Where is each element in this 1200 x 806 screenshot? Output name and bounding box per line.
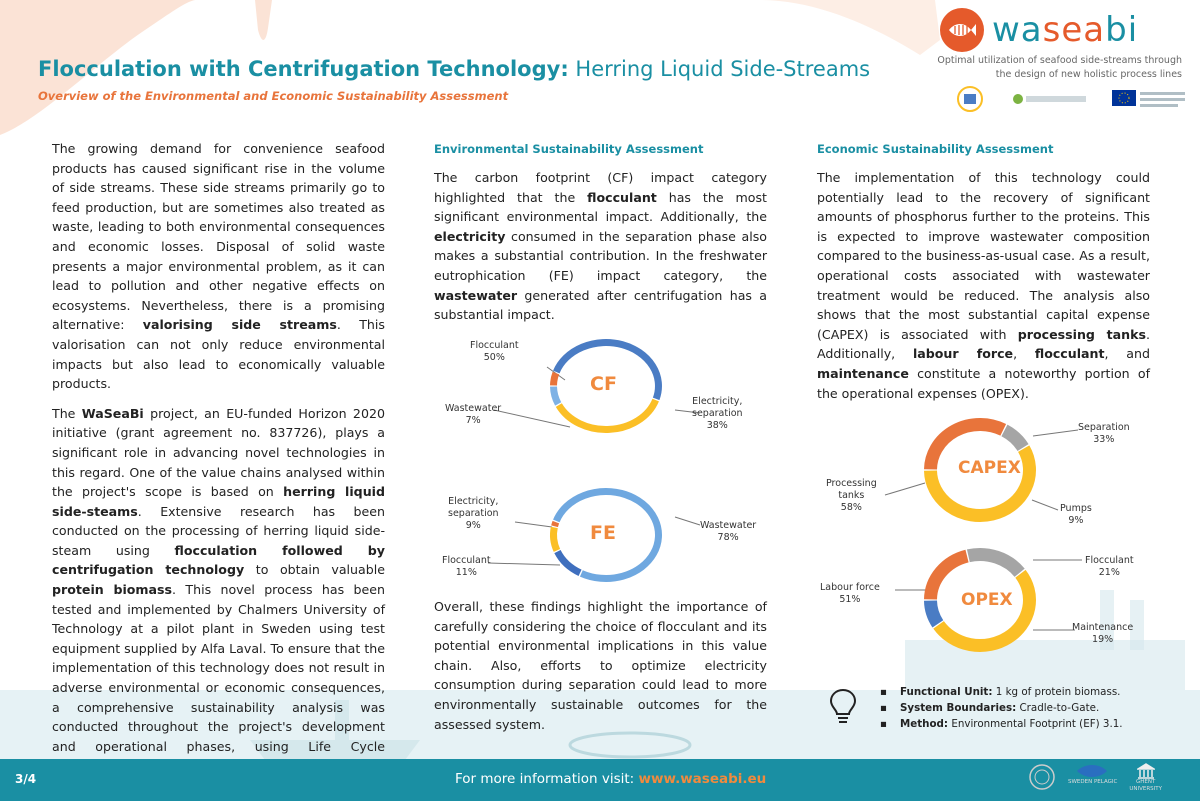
university-text: UNIVERSITY (1129, 786, 1163, 792)
text-run: . Additionally, (817, 326, 1150, 362)
website-link[interactable]: www.waseabi.eu (638, 771, 767, 787)
item-value: Environmental Footprint (EF) 3.1. (948, 718, 1123, 730)
text-run: . Extensive research has been conducted on the processing of herring liquid side-steam using (52, 503, 385, 558)
cf-label-flocculant (470, 340, 519, 364)
logo-wa: wa (992, 10, 1043, 50)
opex-label-labour (820, 582, 880, 606)
label-text-2: separation (448, 508, 499, 519)
cf-slice-electricity-separation (559, 400, 656, 429)
bullet-icon: ▪ (880, 718, 887, 730)
env-heading: Environmental Sustainability Assessment (434, 142, 704, 156)
cf-center-label: CF (590, 373, 617, 395)
label-value: 58% (840, 502, 862, 513)
label-text: Processing (826, 478, 877, 489)
text-run: to obtain valuable (244, 562, 385, 578)
label-text: Flocculant (470, 340, 519, 351)
capex-label-separation (1078, 422, 1130, 446)
text-run: The growing demand for convenience seafood products has caused significant rise in the volume of side streams. These side streams primarily go to feed production, but are sometimes also treated as waste, leading to both environmental consequences and economic losses. Disposal of solid waste presents a major environmental problem, as it can lead to pollution and other negative effects on ecosystems. Nevertheless, there is a promising alternative: (52, 141, 385, 333)
label-value: 9% (1068, 515, 1084, 526)
capex-label-pumps (1060, 503, 1092, 527)
label-value: 38% (706, 420, 728, 431)
item-label: Method: (900, 718, 949, 730)
text-bold: valorising side streams (142, 317, 337, 333)
text-bold: electricity (434, 228, 506, 244)
text-run: constitute a noteworthy portion of the operational expenses (OPEX). (817, 365, 1150, 401)
text-bold: flocculant (587, 189, 657, 205)
university-seal-logo (1028, 763, 1056, 791)
page-title-rest: Herring Liquid Side-Streams (575, 57, 871, 81)
label-text: Electricity, (448, 496, 499, 507)
text-run: The implementation of this technology could potentially lead to the recovery of significant amounts of phosphorus further to the proteins. This is expected to improve wastewater composition compared to the business-as-usual case. As a result, operational costs associated with wastewater treatment would be reduced. The analysis also shows that the most substantial capital expense (CAPEX) is associated with (817, 170, 1150, 342)
fe-label-flocculant (442, 555, 491, 579)
text-bold: processing tanks (1017, 326, 1146, 342)
text-run: project, an EU-funded Horizon 2020 initiative (grant agreement no. 837726), plays a significant role in advancing novel technologies in this regard. One of the value chains analysed within the project's scope is based on (52, 405, 385, 500)
label-text-2: separation (692, 408, 743, 419)
ghent-text: GHENT (1136, 779, 1156, 785)
page-number: 3/4 (15, 772, 37, 786)
text-bold: flocculant (1034, 346, 1105, 362)
label-text: Separation (1078, 422, 1130, 433)
fe-label-electricity (448, 496, 499, 532)
label-value: 50% (483, 352, 505, 363)
label-value: 78% (717, 532, 739, 543)
lightbulb-icon (826, 686, 860, 726)
label-text-2: tanks (838, 490, 865, 501)
label-text: Wastewater (445, 403, 502, 414)
label-value: 33% (1093, 434, 1115, 445)
tagline-line-1: Optimal utilization of seafood side-streams through (937, 55, 1182, 66)
label-text: Wastewater (700, 520, 757, 531)
footer-logos (1028, 763, 1162, 793)
cf-slice-other (554, 373, 556, 385)
method-item (880, 716, 1123, 732)
functional-unit-item (880, 684, 1123, 700)
capex-label-tanks (826, 478, 877, 514)
bullet-icon: ▪ (880, 702, 887, 714)
fe-slice-other (555, 522, 556, 526)
text-run: consumed in the separation phase also makes a substantial contribution. In the freshwater eutrophication (FE) impact category, the (434, 228, 767, 283)
tagline-line-2: the design of new holistic process lines (995, 69, 1182, 80)
label-value: 11% (455, 567, 477, 578)
text-bold: WaSeaBi (81, 405, 144, 421)
text-run: . This valorisation can not only reduce environmental impacts but also lead to economically valuable products. (52, 317, 385, 392)
more-info-text: For more information visit: (455, 771, 639, 787)
text-run: generated after centrifugation has a substantial impact. (434, 287, 767, 323)
label-text: Labour force (820, 582, 880, 593)
label-text: Electricity, (692, 396, 743, 407)
text-run: The carbon footprint (CF) impact category highlighted that the (434, 170, 767, 205)
label-value: 7% (465, 415, 481, 426)
cf-slice-wastewater (554, 387, 559, 404)
cf-label-electricity (692, 396, 743, 432)
label-text: Maintenance (1072, 622, 1134, 633)
text-bold: wastewater (434, 287, 518, 303)
opex-slice-maintenance (968, 555, 1019, 573)
footer-bar (0, 759, 1200, 801)
text-run: , and (1104, 346, 1150, 362)
env-paragraph-2-text: Overall, these findings highlight the importance of carefully considering the choice of flocculant and its potential environmental implications in this value chain. Also, efforts to optimize electricity consumption during separation could lead to more environmentally sustainable outcomes for the assessed system. (434, 599, 767, 732)
opex-slice-other (931, 601, 938, 624)
item-label: Functional Unit: (900, 686, 993, 698)
fe-label-wastewater (700, 520, 756, 544)
text-bold: protein biomass (52, 582, 173, 598)
capex-center-label: CAPEX (958, 458, 1021, 478)
functional-unit-list (880, 684, 1123, 732)
label-text: Pumps (1060, 503, 1092, 514)
fe-center-label: FE (590, 522, 616, 544)
text-bold: maintenance (817, 365, 909, 381)
more-info (455, 771, 766, 787)
opex-label-maintenance (1072, 622, 1133, 646)
opex-center-label: OPEX (961, 590, 1013, 610)
cf-label-wastewater (445, 403, 501, 427)
label-text: Flocculant (442, 555, 491, 566)
eco-heading: Economic Sustainability Assessment (817, 142, 1054, 156)
logo-sea: sea (1042, 10, 1106, 50)
system-boundaries-item (880, 700, 1123, 716)
text-run: has the most significant environmental impact. Additionally, the (434, 189, 767, 225)
text-run: The (52, 405, 82, 421)
sweden-pelagic-text: SWEDEN PELAGIC (1068, 779, 1118, 785)
fe-slice-electricity-separation (554, 527, 557, 550)
text-run: , (1013, 346, 1035, 362)
sweden-pelagic-logo (1068, 763, 1117, 786)
label-value: 9% (465, 520, 481, 531)
label-text: Flocculant (1085, 555, 1134, 566)
opex-label-flocculant (1085, 555, 1134, 579)
label-value: 21% (1098, 567, 1120, 578)
bullet-icon: ▪ (880, 686, 887, 698)
label-value: 51% (839, 594, 861, 605)
logo-bi: bi (1105, 10, 1139, 50)
page-subtitle: Overview of the Environmental and Economic Sustainability Assessment (38, 89, 509, 103)
ghent-university-logo (1129, 763, 1162, 793)
item-label: System Boundaries: (900, 702, 1017, 714)
item-value: Cradle-to-Gate. (1016, 702, 1100, 714)
capex-slice-pumps (1004, 430, 1023, 447)
text-bold: flocculation followed by centrifugation technology (52, 542, 385, 578)
text-run: . This novel process has been tested and implemented by Chalmers University of Technology at a pilot plant in Sweden using test equipment supplied by Alfa Laval. To ensure that the implementation of this technology does not result in adverse environmental or economic consequences, a comprehensive sustainability analysis was conducted throughout the project's development and operational phases, using Life Cycle (52, 582, 385, 754)
text-bold: labour force (912, 346, 1014, 362)
text-bold: herring liquid side-steams (52, 484, 385, 519)
fe-slice-flocculant (557, 552, 580, 573)
label-value: 19% (1092, 634, 1114, 645)
item-value: 1 kg of protein biomass. (992, 686, 1121, 698)
page-title-bold: Flocculation with Centrifugation Technology: (38, 57, 569, 81)
